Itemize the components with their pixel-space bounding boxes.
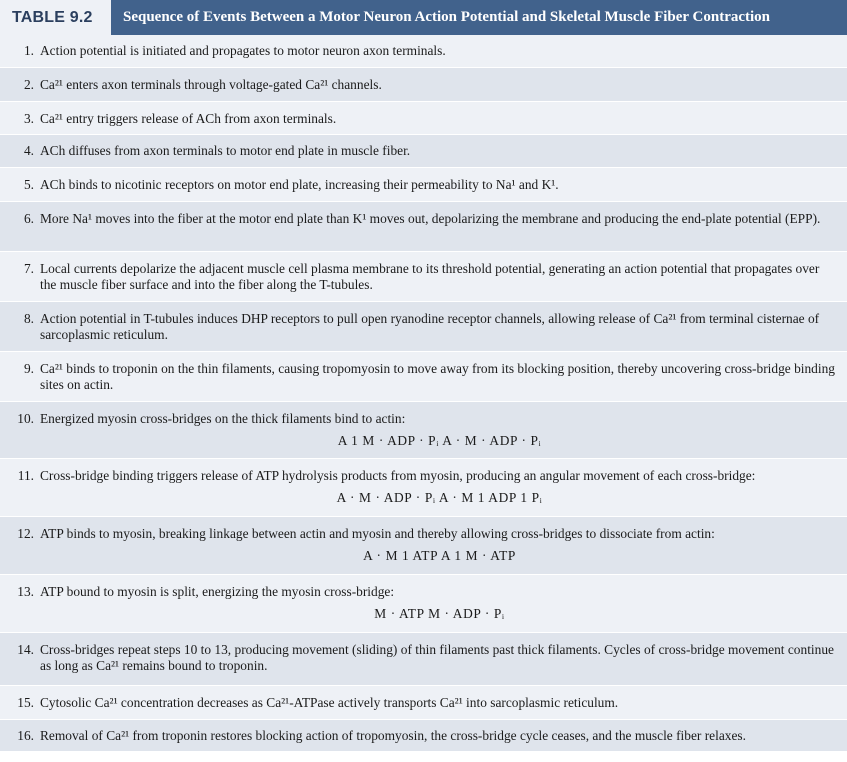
step-number: 5. — [23, 177, 34, 192]
step-text: Action potential is initiated and propagates to motor neuron axon terminals. — [40, 43, 446, 58]
table-row — [0, 459, 847, 517]
step-text: Action potential in T-tubules induces DHP receptors to pull open ryanodine receptor channels, allowing release of Ca²¹ from terminal cisternae of sarcoplasmic reticulum. — [40, 311, 820, 342]
table-row — [0, 352, 847, 402]
table-row — [0, 202, 847, 252]
step-number: 6. — [23, 211, 34, 226]
step-text: ACh diffuses from axon terminals to motor end plate in muscle fiber. — [40, 143, 411, 158]
table-row — [0, 575, 847, 633]
step-number: 4. — [23, 143, 34, 158]
step-number: 8. — [23, 311, 34, 326]
step-text: ATP binds to myosin, breaking linkage between actin and myosin and thereby allowing cross-bridges to dissociate from actin: — [40, 526, 715, 541]
step-number: 12. — [17, 526, 34, 541]
table-row — [0, 168, 847, 202]
step-number: 16. — [17, 728, 34, 743]
step-text: Ca²¹ entry triggers release of ACh from axon terminals. — [40, 111, 337, 126]
step-text: Ca²¹ enters axon terminals through voltage-gated Ca²¹ channels. — [40, 77, 382, 92]
step-text: ACh binds to nicotinic receptors on motor end plate, increasing their permeability to Na¹ and K¹. — [40, 177, 559, 192]
step-number: 1. — [23, 43, 34, 58]
reaction-formula: M · ATP M · ADP · Pᵢ — [374, 606, 505, 621]
step-text: Removal of Ca²¹ from troponin restores blocking action of tropomyosin, the cross-bridge cycle ceases, and the muscle fiber relaxes. — [40, 728, 746, 743]
step-text: Ca²¹ binds to troponin on the thin filaments, causing tropomyosin to move away from its blocking position, thereby uncovering cross-bridge binding sites on actin. — [40, 361, 835, 392]
step-number: 15. — [17, 695, 34, 710]
reaction-formula: A 1 M · ADP · Pᵢ A · M · ADP · Pᵢ — [337, 433, 542, 448]
table-header — [0, 0, 847, 35]
table-row — [0, 720, 847, 752]
step-number: 9. — [23, 361, 34, 376]
step-number: 7. — [23, 261, 34, 276]
step-number: 13. — [17, 584, 34, 599]
step-text: ATP bound to myosin is split, energizing the myosin cross-bridge: — [40, 584, 395, 599]
reaction-formula: A · M · ADP · Pᵢ A · M 1 ADP 1 Pᵢ — [336, 490, 543, 505]
step-number: 10. — [17, 411, 34, 426]
table-row — [0, 135, 847, 168]
table-row — [0, 68, 847, 102]
table-row — [0, 517, 847, 575]
step-number: 11. — [17, 468, 34, 483]
table-row — [0, 686, 847, 720]
step-number: 2. — [23, 77, 34, 92]
table-row — [0, 252, 847, 302]
step-text: Energized myosin cross-bridges on the thick filaments bind to actin: — [40, 411, 406, 426]
step-text: Cross-bridges repeat steps 10 to 13, producing movement (sliding) of thin filaments past thick filaments. Cycles of cross-bridge movement continue as long as Ca²¹ remains bound to troponin. — [40, 642, 834, 673]
step-text: Local currents depolarize the adjacent muscle cell plasma membrane to its threshold potential, generating an action potential that propagates over the muscle fiber surface and into the fiber along the T-tubules. — [40, 261, 820, 292]
table-row — [0, 402, 847, 459]
table-title: Sequence of Events Between a Motor Neuron Action Potential and Skeletal Muscle Fiber Contraction — [123, 9, 771, 25]
reaction-formula: A · M 1 ATP A 1 M · ATP — [363, 548, 516, 563]
step-number: 14. — [17, 642, 34, 657]
table-row — [0, 35, 847, 68]
table-row — [0, 633, 847, 686]
table-row — [0, 102, 847, 135]
step-number: 3. — [23, 111, 34, 126]
table-row — [0, 302, 847, 352]
table-label: TABLE 9.2 — [0, 0, 111, 35]
step-text: Cytosolic Ca²¹ concentration decreases as Ca²¹-ATPase actively transports Ca²¹ into sarcoplasmic reticulum. — [40, 695, 619, 710]
step-text: Cross-bridge binding triggers release of ATP hydrolysis products from myosin, producing an angular movement of each cross-bridge: — [40, 468, 756, 483]
step-text: More Na¹ moves into the fiber at the motor end plate than K¹ moves out, depolarizing the membrane and producing the end-plate potential (EPP). — [40, 211, 821, 226]
